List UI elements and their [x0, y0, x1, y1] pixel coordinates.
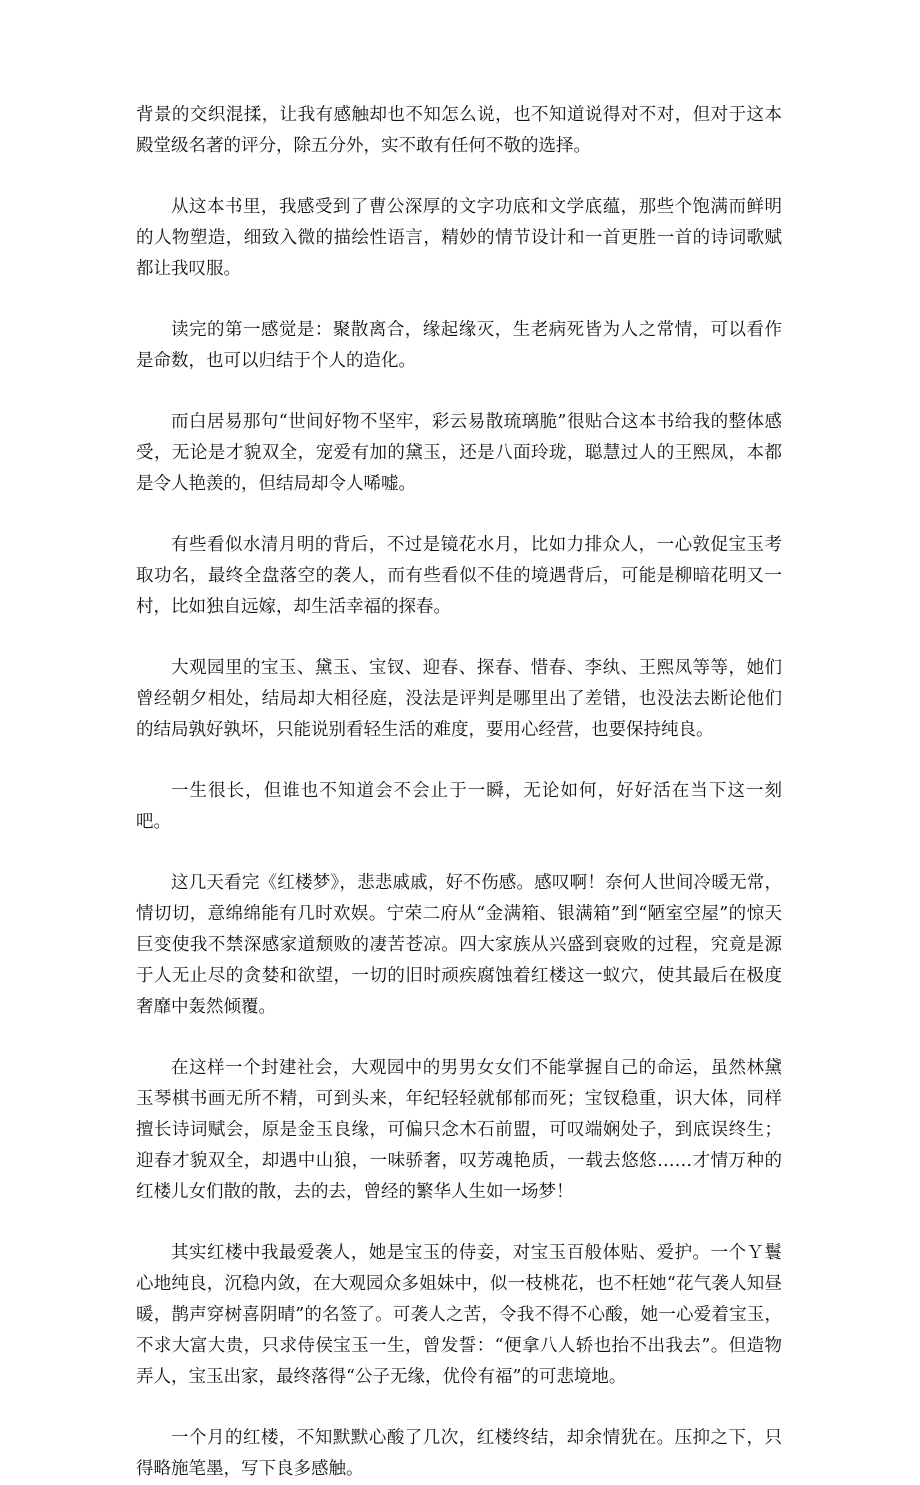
paragraph-2: 从这本书里，我感受到了曹公深厚的文字功底和文学底蕴，那些个饱满而鲜明的人物塑造，细致入微的描绘性语言，精妙的情节设计和一首更胜一首的诗词歌赋都让我叹服。: [136, 197, 782, 279]
paragraph-3: 读完的第一感觉是：聚散离合，缘起缘灭，生老病死皆为人之常情，可以看作是命数，也可以归结于个人的造化。: [136, 320, 782, 371]
paragraph-10: 其实红楼中我最爱袭人，她是宝玉的侍妾，对宝玉百般体贴、爱护。一个Ｙ鬟心地纯良，沉稳内敛，在大观园众多姐妹中，似一枝桃花，也不枉她“花气袭人知昼暖，鹊声穿树喜阴晴”的名签了。可袭人之苦，令我不得不心酸，她一心爱着宝玉，不求大富大贵，只求侍侯宝玉一生，曾发誓：“便拿八人轿也抬不出我去”。但造物弄人，宝玉出家，最终落得“公子无缘，优伶有福”的可悲境地。: [136, 1243, 782, 1387]
paragraph-5: 有些看似水清月明的背后，不过是镜花水月，比如力排众人，一心敦促宝玉考取功名，最终全盘落空的袭人，而有些看似不佳的境遇背后，可能是柳暗花明又一村，比如独自远嫁，却生活幸福的探春。: [136, 535, 782, 617]
paragraph-6: 大观园里的宝玉、黛玉、宝钗、迎春、探春、惜春、李纨、王熙凤等等，她们曾经朝夕相处，结局却大相径庭，没法是评判是哪里出了差错，也没法去断论他们的结局孰好孰坏，只能说别看轻生活的难度，要用心经营，也要保持纯良。: [136, 658, 782, 740]
paragraph-4: 而白居易那句“世间好物不坚牢，彩云易散琉璃脆”很贴合这本书给我的整体感受，无论是才貌双全，宠爱有加的黛玉，还是八面玲珑，聪慧过人的王熙凤，本都是令人艳羡的，但结局却令人唏嘘。: [136, 412, 782, 494]
paragraph-8: 这几天看完《红楼梦》，悲悲戚戚，好不伤感。感叹啊！奈何人世间冷暖无常，情切切，意绵绵能有几时欢娱。宁荣二府从“金满箱、银满箱”到“陋室空屋”的惊天巨变使我不禁深感家道颓败的凄苦苍凉。四大家族从兴盛到衰败的过程，究竟是源于人无止尽的贪婪和欲望，一切的旧时顽疾腐蚀着红楼这一蚁穴，使其最后在极度奢靡中轰然倾覆。: [136, 873, 782, 1017]
paragraph-11: 一个月的红楼，不知默默心酸了几次，红楼终结，却余情犹在。压抑之下，只得略施笔墨，写下良多感触。: [136, 1428, 782, 1479]
paragraph-9: 在这样一个封建社会，大观园中的男男女女们不能掌握自己的命运，虽然林黛玉琴棋书画无所不精，可到头来，年纪轻轻就郁郁而死；宝钗稳重，识大体，同样擅长诗词赋会，原是金玉良缘，可偏只念木石前盟，可叹端娴处子，到底误终生；迎春才貌双全，却遇中山狼，一味骄奢，叹芳魂艳质，一载去悠悠……才情万种的红楼儿女们散的散，去的去，曾经的繁华人生如一场梦！: [136, 1058, 782, 1202]
paragraph-7: 一生很长，但谁也不知道会不会止于一瞬，无论如何，好好活在当下这一刻吧。: [136, 781, 782, 832]
paragraph-1: 背景的交织混揉，让我有感触却也不知怎么说，也不知道说得对不对，但对于这本殿堂级名著的评分，除五分外，实不敢有任何不敬的选择。: [136, 105, 782, 156]
